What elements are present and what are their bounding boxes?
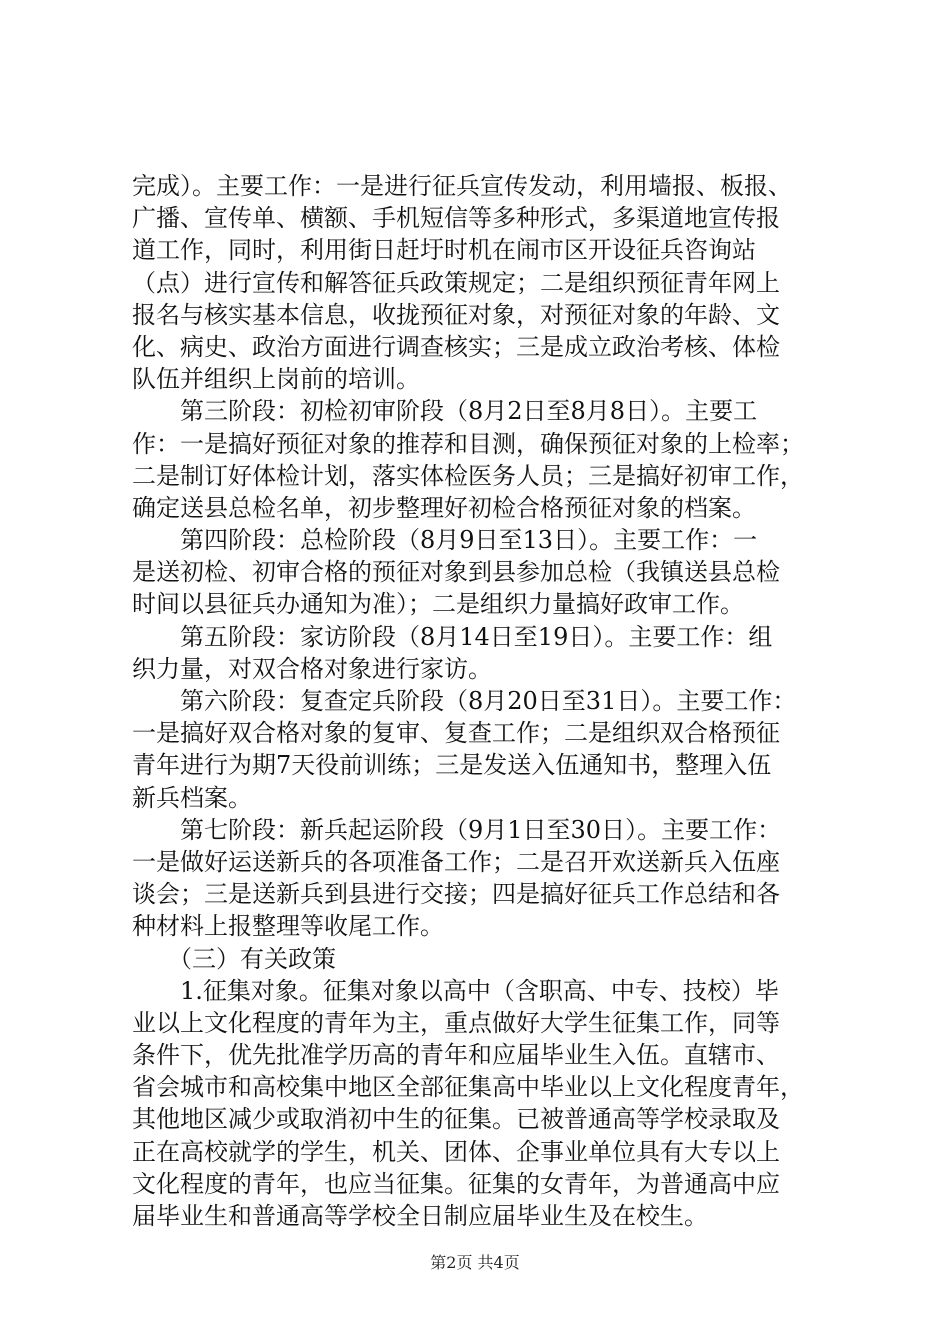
page-number-footer: 第2页 共4页: [430, 1253, 520, 1272]
paragraph-start-line: 第七阶段：新兵起运阶段（9月1日至30日）。主要工作：: [180, 815, 782, 844]
text-line: 种材料上报整理等收尾工作。: [132, 912, 444, 941]
text-line: 织力量，对双合格对象进行家访。: [132, 654, 492, 683]
text-line: 青年进行为期7天役前训练；三是发送入伍通知书，整理入伍: [132, 751, 772, 780]
text-line: 省会城市和高校集中地区全部征集高中毕业以上文化程度青年，: [132, 1073, 804, 1102]
text-line: 一是搞好双合格对象的复审、复查工作；二是组织双合格预征: [132, 719, 780, 748]
text-line: 是送初检、初审合格的预征对象到县参加总检（我镇送县总检: [132, 558, 780, 587]
text-line: 谈会；三是送新兵到县进行交接；四是搞好征兵工作总结和各: [132, 880, 780, 909]
paragraph-start-line: 第五阶段：家访阶段（8月14日至19日）。主要工作：组: [180, 622, 773, 651]
text-line: 正在高校就学的学生，机关、团体、企事业单位具有大专以上: [132, 1137, 780, 1166]
document-body: [132, 170, 832, 1232]
paragraph-start-line: 1.征集对象。征集对象以高中（含职高、中专、技校）毕: [180, 976, 779, 1005]
text-line: 确定送县总检名单，初步整理好初检合格预征对象的档案。: [132, 493, 756, 522]
text-line: 文化程度的青年，也应当征集。征集的女青年，为普通高中应: [132, 1169, 780, 1198]
text-line: （点）进行宣传和解答征兵政策规定；二是组织预征青年网上: [132, 268, 780, 297]
paragraph-start-line: 第三阶段：初检初审阶段（8月2日至8月8日）。主要工: [180, 397, 758, 426]
paragraph-start-line: 第六阶段：复查定兵阶段（8月20日至31日）。主要工作：: [180, 687, 797, 715]
text-line: 条件下，优先批准学历高的青年和应届毕业生入伍。直辖市、: [132, 1041, 780, 1070]
text-line: 二是制订好体检计划，落实体检医务人员；三是搞好初审工作，: [132, 461, 804, 490]
text-line: 作：一是搞好预征对象的推荐和目测，确保预征对象的上检率；: [132, 429, 804, 458]
text-line: 道工作，同时，利用街日赶圩时机在闹市区开设征兵咨询站: [132, 236, 756, 265]
text-line: 队伍并组织上岗前的培训。: [132, 365, 420, 394]
text-line: 广播、宣传单、横额、手机短信等多种形式，多渠道地宣传报: [132, 204, 780, 233]
text-line: 届毕业生和普通高等学校全日制应届毕业生及在校生。: [132, 1202, 708, 1230]
text-line: 时间以县征兵办通知为准）；二是组织力量搞好政审工作。: [132, 590, 744, 619]
section-heading: （三）有关政策: [168, 944, 336, 973]
text-line: 业以上文化程度的青年为主，重点做好大学生征集工作，同等: [132, 1008, 780, 1037]
text-line: 报名与核实基本信息，收拢预征对象，对预征对象的年龄、文: [132, 300, 780, 329]
paragraph-start-line: 第四阶段：总检阶段（8月9日至13日）。主要工作：一: [180, 526, 758, 555]
text-line: 新兵档案。: [132, 783, 252, 812]
text-line: 其他地区减少或取消初中生的征集。已被普通高等学校录取及: [132, 1105, 780, 1134]
text-line: 化、病史、政治方面进行调查核实；三是成立政治考核、体检: [132, 332, 780, 361]
text-line: 完成）。主要工作：一是进行征兵宣传发动，利用墙报、板报、: [132, 172, 792, 200]
text-line: 一是做好运送新兵的各项准备工作；二是召开欢送新兵入伍座: [132, 847, 780, 876]
